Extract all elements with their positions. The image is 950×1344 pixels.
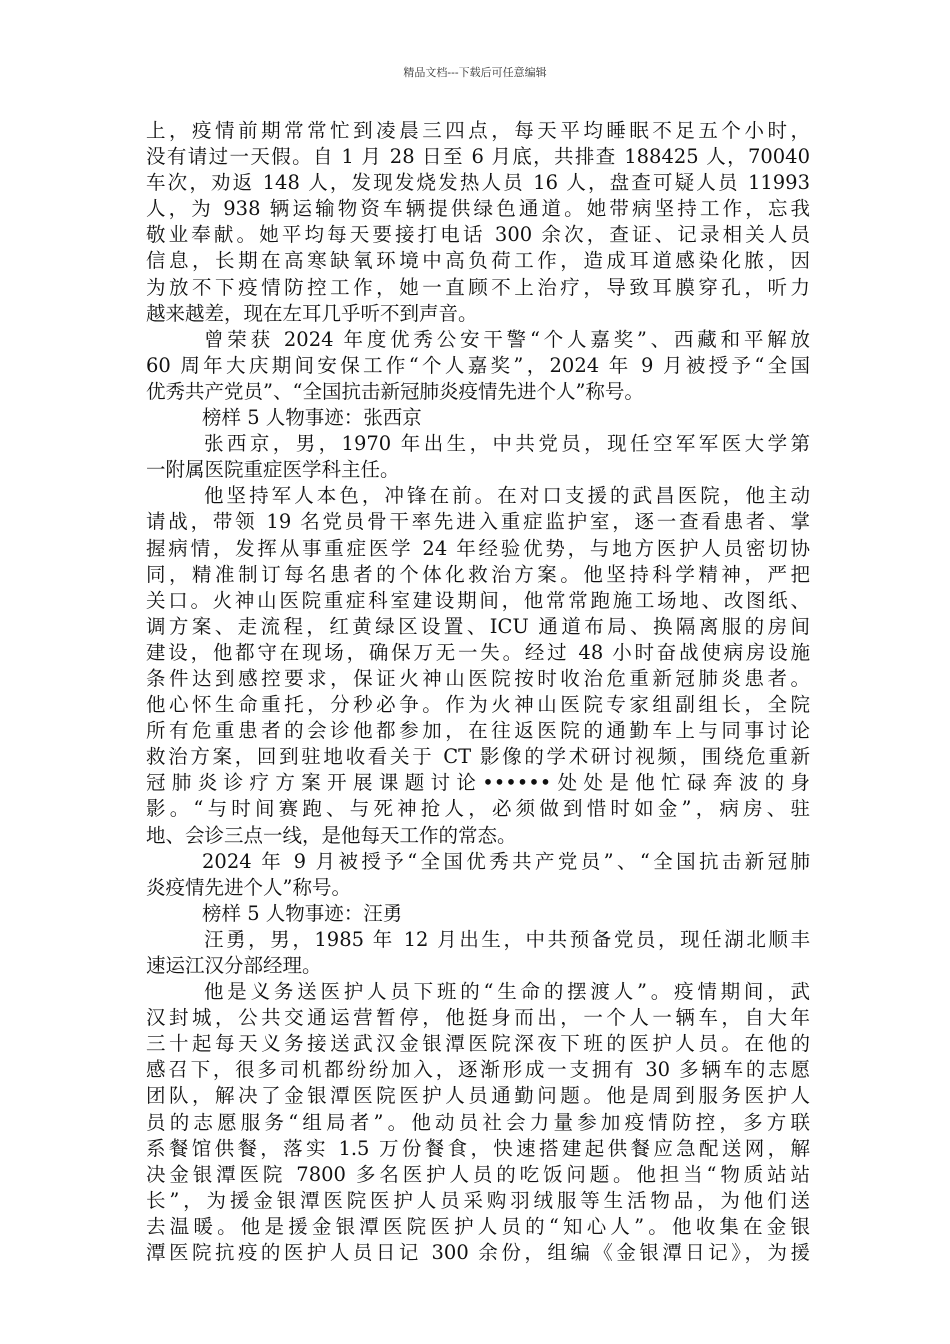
text-line: 感召下，很多司机都纷纷加入，逐渐形成一支拥有 30 多辆车的志愿 — [146, 1058, 810, 1082]
text-line: 长”，为援金银潭医院医护人员采购羽绒服等生活物品，为他们送 — [146, 1188, 810, 1212]
text-line: 潭医院抗疫的医护人员日记 300 余份，组编《金银潭日记》，为援 — [146, 1241, 810, 1265]
text-line: 人，为 938 辆运输物资车辆提供绿色通道。她带病坚持工作，忘我 — [146, 197, 810, 221]
text-line: 他心怀生命重托，分秒必争。作为火神山医院专家组副组长，全院 — [146, 693, 810, 717]
text-line: 榜样 5 人物事迹：汪勇 — [202, 901, 403, 925]
text-line: 张西京，男，1970 年出生，中共党员，现任空军军医大学第 — [204, 432, 810, 456]
text-line: 员的志愿服务“组局者”。他动员社会力量参加疫情防控，多方联 — [146, 1110, 810, 1134]
text-line: 汉封城，公共交通运营暂停，他挺身而出，一个人一辆车，自大年 — [146, 1006, 810, 1030]
text-line: 2024 年 9 月被授予“全国优秀共产党员”、“全国抗击新冠肺 — [202, 849, 810, 873]
text-line: 条件达到感控要求，保证火神山医院按时收治危重新冠肺炎患者。 — [146, 666, 810, 690]
text-line: 汪勇，男，1985 年 12 月出生，中共预备党员，现任湖北顺丰 — [204, 927, 810, 951]
text-line: 系餐馆供餐，落实 1.5 万份餐食，快速搭建起供餐应急配送网，解 — [146, 1136, 810, 1160]
text-line: 没有请过一天假。自 1 月 28 日至 6 月底，共排查 188425 人，70040 — [146, 145, 810, 169]
text-line: 影。“与时间赛跑、与死神抢人，必须做到惜时如金”，病房、驻 — [146, 797, 810, 821]
text-line: 去温暖。他是援金银潭医院医护人员的“知心人”。他收集在金银 — [146, 1214, 810, 1238]
text-line: 请战，带领 19 名党员骨干率先进入重症监护室，逐一查看患者、掌 — [146, 510, 810, 534]
text-line: 敬业奉献。她平均每天要接打电话 300 余次，查证、记录相关人员 — [146, 223, 810, 247]
text-line: 所有危重患者的会诊他都参加，在往返医院的通勤车上与同事讨论 — [146, 719, 810, 743]
text-line: 曾荣获 2024 年度优秀公安干警“个人嘉奖”、西藏和平解放 — [204, 327, 810, 351]
text-line: 优秀共产党员”、“全国抗击新冠肺炎疫情先进个人”称号。 — [146, 379, 644, 403]
text-line: 车次，劝返 148 人，发现发烧发热人员 16 人，盘查可疑人员 11993 — [146, 171, 810, 195]
text-line: 地、会诊三点一线，是他每天工作的常态。 — [146, 823, 517, 847]
text-line: 他是义务送医护人员下班的“生命的摆渡人”。疫情期间，武 — [204, 980, 810, 1004]
text-line: 团队，解决了金银潭医院医护人员通勤问题。他是周到服务医护人 — [146, 1084, 810, 1108]
text-line: 为放不下疫情防控工作，她一直顾不上治疗，导致耳膜穿孔，听力 — [146, 275, 810, 299]
text-line: 炎疫情先进个人”称号。 — [146, 875, 351, 899]
text-line: 越来越差，现在左耳几乎听不到声音。 — [146, 301, 478, 325]
text-line: 信息，长期在高寒缺氧环境中高负荷工作，造成耳道感染化脓，因 — [146, 249, 810, 273]
text-line: 冠肺炎诊疗方案开展课题讨论••••••处处是他忙碌奔波的身 — [146, 771, 810, 795]
text-line: 调方案、走流程，红黄绿区设置、ICU 通道布局、换隔离服的房间 — [146, 614, 810, 638]
text-line: 上，疫情前期常常忙到凌晨三四点，每天平均睡眠不足五个小时， — [146, 119, 810, 142]
text-line: 60 周年大庆期间安保工作“个人嘉奖”，2024 年 9 月被授予“全国 — [146, 353, 810, 377]
document-body — [146, 118, 810, 1266]
text-line: 决金银潭医院 7800 多名医护人员的吃饭问题。他担当“物质站站 — [146, 1162, 810, 1186]
page-header: 精品文档---下载后可任意编辑 — [403, 66, 547, 79]
text-line: 救治方案，回到驻地收看关于 CT 影像的学术研讨视频，围绕危重新 — [146, 745, 810, 769]
text-line: 速运江汉分部经理。 — [146, 954, 322, 977]
text-line: 关口。火神山医院重症科室建设期间，他常常跑施工场地、改图纸、 — [146, 588, 810, 612]
text-line: 一附属医院重症医学科主任。 — [146, 458, 400, 482]
text-line: 三十起每天义务接送武汉金银潭医院深夜下班的医护人员。在他的 — [146, 1032, 810, 1056]
text-line: 同，精准制订每名患者的个体化救治方案。他坚持科学精神，严把 — [146, 562, 810, 586]
text-line: 榜样 5 人物事迹：张西京 — [202, 406, 422, 430]
text-line: 握病情，发挥从事重症医学 24 年经验优势，与地方医护人员密切协 — [146, 536, 810, 560]
text-line: 他坚持军人本色，冲锋在前。在对口支援的武昌医院，他主动 — [204, 484, 810, 508]
text-line: 建设，他都守在现场，确保万无一失。经过 48 小时奋战使病房设施 — [146, 640, 810, 664]
